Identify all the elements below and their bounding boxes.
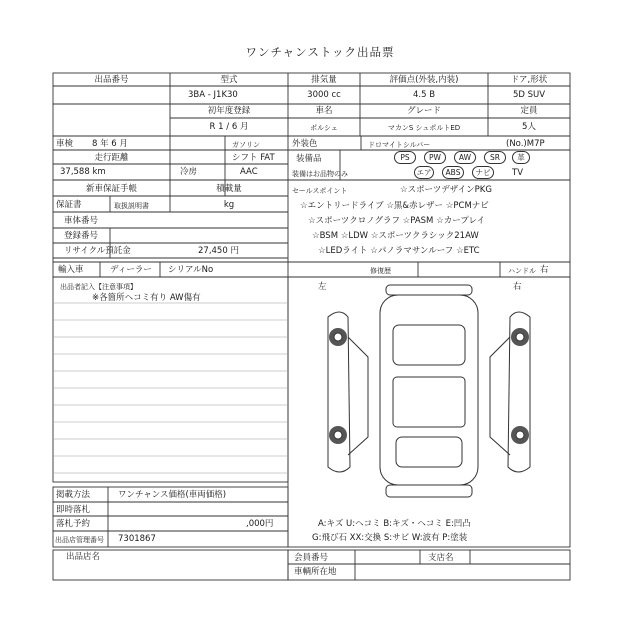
value-exterior-color: ドロマイトシルバー: [368, 141, 431, 149]
label-cooling: 冷房: [180, 167, 198, 177]
equip-leather: 革: [512, 151, 530, 164]
sales-point-3: ☆スポーツクロノグラフ ☆PASM ☆カープレイ: [308, 216, 486, 226]
value-fuel: ガソリン: [232, 141, 260, 149]
label-shop-name: 出品店名: [66, 552, 101, 562]
value-grade: マカンS シュポルトED: [387, 124, 461, 132]
label-vehicle-location: 車輌所在地: [294, 567, 337, 577]
label-right: 右: [513, 282, 522, 292]
value-listing-method: ワンチャンス価格(車両価格): [118, 490, 227, 500]
sales-point-1: ☆スポーツデザインPKG: [400, 185, 492, 195]
label-left: 左: [318, 282, 327, 292]
sales-point-4: ☆BSM ☆LDW ☆スポーツクラシック21AW: [312, 231, 479, 241]
value-shaken: 8 年 6 月: [92, 139, 128, 149]
label-mileage: 走行距離: [94, 153, 129, 163]
label-equipment-note: 装備はお品物のみ: [292, 170, 348, 178]
label-handle: ハンドル: [508, 267, 536, 275]
equip-air: エア: [414, 166, 434, 179]
value-serial: シリアルNo: [168, 265, 214, 275]
label-displacement: 排気量: [311, 75, 337, 85]
label-door-shape: ドア,形状: [510, 75, 548, 85]
value-displacement: 3000 cc: [307, 90, 341, 100]
value-exhibitor-note: ※各箇所ヘコミ有り AW傷有: [92, 293, 201, 303]
label-manual: 取扱説明書: [114, 202, 149, 210]
label-repair: 修復歴: [370, 267, 391, 275]
value-model: 3BA - J1K30: [188, 90, 238, 100]
label-new-car-guarantee: 新車保証手帳: [85, 184, 137, 194]
equip-tv: TV: [512, 168, 524, 178]
value-shift: シフト FAT: [232, 153, 275, 163]
label-grade: グレード: [406, 106, 441, 116]
value-load-unit: kg: [223, 200, 235, 210]
value-door-shape: 5D SUV: [512, 90, 546, 100]
label-chassis-no: 車体番号: [64, 216, 99, 226]
sales-point-5: ☆LEDライト ☆パノラマサンルーフ ☆ETC: [318, 246, 480, 256]
label-listing-method: 掲載方法: [56, 490, 91, 500]
equip-sr: SR: [484, 151, 506, 164]
label-first-reg: 初年度登録: [207, 106, 251, 116]
label-branch-name: 支店名: [428, 553, 454, 563]
label-sales-point: セールスポイント: [292, 187, 348, 195]
value-hand-side: 右: [540, 265, 549, 275]
legend-line-2: G:飛び石 XX:交換 S:サビ W:波有 P:塗装: [312, 533, 468, 543]
label-car-name: 車名: [315, 106, 333, 116]
value-dealer: ディーラー: [110, 265, 152, 275]
label-shaken: 車検: [56, 139, 74, 149]
label-capacity: 定員: [520, 106, 538, 116]
label-member-no: 会員番号: [294, 553, 329, 563]
label-model: 型式: [220, 75, 238, 85]
equip-navi: ナビ: [472, 166, 494, 179]
label-equipment: 装備品: [296, 154, 322, 164]
label-exhibitor-note: 出品者記入【注意事項】: [60, 283, 137, 291]
label-exterior-color: 外装色: [292, 139, 318, 149]
label-management-no: 出品店管理番号: [55, 536, 104, 544]
label-recycle: リサイクル預託金: [64, 246, 131, 256]
value-car-name: ポルシェ: [310, 124, 338, 132]
equip-pw: PW: [424, 151, 446, 164]
label-load-capacity: 積載量: [216, 184, 242, 194]
value-mileage: 37,588 km: [60, 167, 106, 177]
value-aircon: AAC: [240, 167, 258, 177]
value-grade-score: 4.5 B: [412, 90, 436, 100]
label-grade-score: 評価点(外装,内装): [389, 75, 459, 85]
label-instant-contract: 即時落札: [56, 505, 91, 515]
label-expected-price: 落札予約: [56, 519, 91, 529]
value-color-no: (No.)M7P: [506, 139, 545, 149]
equip-abs: ABS: [442, 166, 464, 179]
label-warranty: 保証書: [56, 200, 82, 210]
form-title: ワンチャンストック出品票: [245, 45, 395, 59]
value-capacity: 5人: [522, 122, 536, 132]
car-diagram: [288, 277, 570, 517]
label-exhibit-no: 出品番号: [94, 75, 129, 85]
value-management-no: 7301867: [118, 534, 156, 544]
sales-point-2: ☆エントリードライブ ☆黒&赤レザー ☆PCMナビ: [300, 201, 489, 211]
legend-line-1: A:キズ U:ヘコミ B:キズ・ヘコミ E:凹凸: [318, 519, 471, 529]
value-price-unit: ,000円: [246, 519, 274, 529]
label-import: 輸入車: [58, 265, 84, 275]
label-reg-no: 登録番号: [64, 231, 99, 241]
equip-aw: AW: [454, 151, 476, 164]
value-recycle: 27,450 円: [198, 246, 239, 256]
value-first-reg: R 1 / 6 月: [209, 122, 249, 132]
equip-ps: PS: [394, 151, 416, 164]
